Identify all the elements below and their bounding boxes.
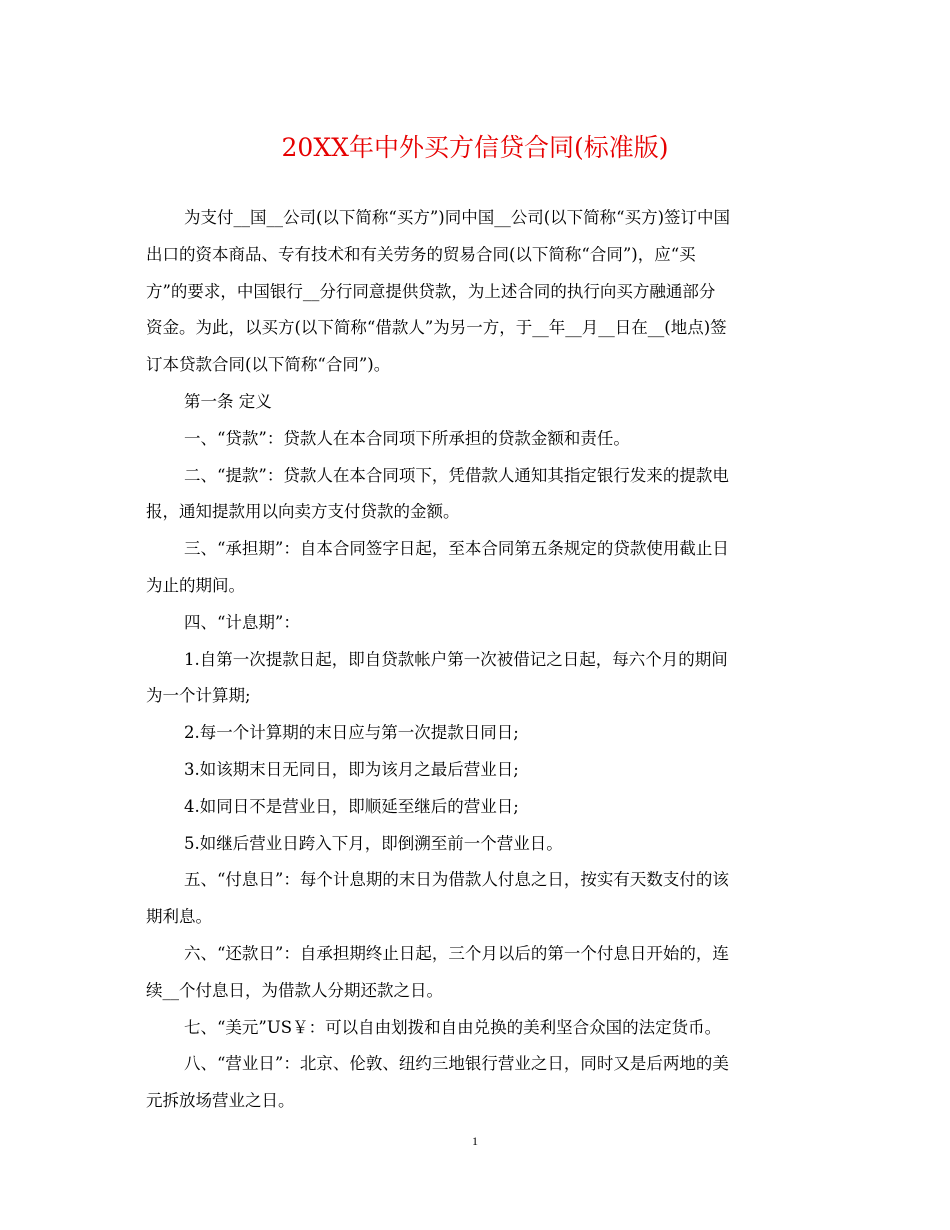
text-line: 三、“承担期”：自本合同签字日起，至本合同第五条规定的贷款使用截止日 [184, 539, 729, 559]
text-line: 七、“美元”US￥：可以自由划拨和自由兑换的美利坚合众国的法定货币。 [184, 1017, 722, 1037]
document-title: 20XX年中外买方信贷合同(标准版) [281, 133, 669, 162]
text-line: 2.每一个计算期的末日应与第一次提款日同日; [184, 723, 519, 743]
text-line: 为一个计算期; [146, 686, 251, 706]
text-line: 为止的期间。 [146, 575, 245, 595]
text-line: 方”的要求，中国银行__分行同意提供贷款，为上述合同的执行向买方融通部分 [146, 281, 716, 301]
document-body [146, 200, 806, 1120]
text-line: 五、“付息日”：每个计息期的末日为借款人付息之日，按实有天数支付的该 [184, 870, 729, 890]
text-line: 第一条 定义 [184, 391, 272, 411]
text-line: 六、“还款日”：自承担期终止日起，三个月以后的第一个付息日开始的，连 [184, 943, 729, 963]
text-line: 四、“计息期”： [184, 612, 300, 632]
page-number: 1 [472, 1134, 478, 1148]
text-line: 资金。为此，以买方(以下简称“借款人”为另一方，于__年__月__日在__(地点)签 [146, 318, 727, 338]
text-line: 订本贷款合同(以下简称“合同”)。 [146, 355, 391, 375]
text-line: 续__个付息日，为借款人分期还款之日。 [146, 980, 443, 1000]
text-line: 4.如同日不是营业日，即顺延至继后的营业日; [184, 796, 519, 816]
text-line: 元拆放场营业之日。 [146, 1091, 295, 1111]
text-line: 一、“贷款”：贷款人在本合同项下所承担的贷款金额和责任。 [184, 428, 630, 448]
text-line: 期利息。 [146, 907, 212, 927]
text-line: 1.自第一次提款日起，即自贷款帐户第一次被借记之日起，每六个月的期间 [184, 649, 728, 669]
text-line: 八、“营业日”：北京、伦敦、纽约三地银行营业之日，同时又是后两地的美 [184, 1054, 729, 1074]
text-line: 3.如该期末日无同日，即为该月之最后营业日; [184, 759, 519, 779]
text-line: 二、“提款”：贷款人在本合同项下，凭借款人通知其指定银行发来的提款电 [184, 465, 729, 485]
text-line: 出口的资本商品、专有技术和有关劳务的贸易合同(以下简称“合同”)，应“买 [146, 244, 696, 264]
text-line: 为支付__国__公司(以下简称“买方”)同中国__公司(以下简称“买方)签订中国 [184, 208, 731, 227]
text-line: 5.如继后营业日跨入下月，即倒溯至前一个营业日。 [184, 833, 563, 853]
text-line: 报，通知提款用以向卖方支付贷款的金额。 [146, 502, 460, 522]
